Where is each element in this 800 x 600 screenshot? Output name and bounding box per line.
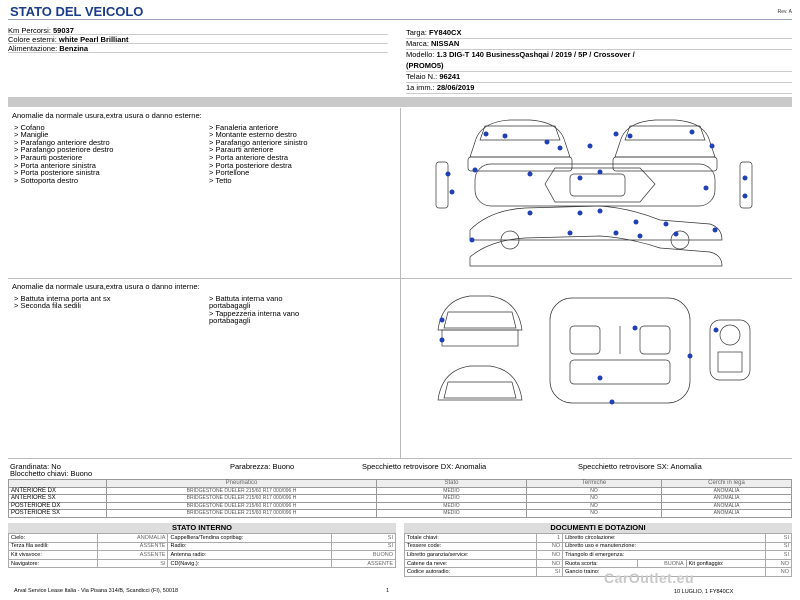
tyre-state: MEDIO — [377, 487, 527, 495]
field-label: Tessere code: — [405, 542, 537, 551]
field-label: Catene da neve: — [405, 559, 537, 568]
table-row — [405, 551, 792, 560]
list-item: > Tappezzeria interna vano — [209, 308, 300, 318]
list-item: > Portellone — [209, 168, 250, 178]
revision-label: Rev. A — [777, 9, 792, 15]
tyre-position: POSTERIORE SX — [9, 510, 107, 518]
car-rear-view — [613, 120, 717, 171]
list-item: > Porta posteriore sinistra — [14, 168, 100, 178]
field-label: Kit vivavoce: — [9, 551, 98, 560]
damage-marker — [568, 231, 573, 236]
damage-marker — [674, 232, 679, 237]
damage-marker — [710, 144, 715, 149]
list-item: > Battuta interna vano — [209, 293, 283, 303]
internal-list-1 — [14, 295, 111, 310]
damage-marker — [633, 326, 638, 331]
section-bar — [8, 97, 792, 107]
vehicle-info-left — [8, 26, 388, 53]
info-fuel: Alimentazione: Benzina — [8, 44, 388, 53]
damage-marker — [628, 134, 633, 139]
damage-marker — [714, 328, 719, 333]
info-brand: Marca: NISSAN — [406, 39, 792, 50]
table-row — [405, 568, 792, 577]
damage-marker — [743, 176, 748, 181]
field-value: NO — [536, 559, 562, 568]
field-value: NO — [536, 551, 562, 560]
table-row — [405, 534, 792, 543]
tyre-thermal: NO — [527, 495, 662, 503]
interior-rear-view — [438, 366, 522, 400]
damage-marker — [578, 176, 583, 181]
field-label: Ruota scorta: — [563, 559, 638, 568]
summary-windscreen: Parabrezza: Buono — [230, 462, 295, 471]
list-item: > Parafango anteriore destro — [14, 137, 110, 147]
damage-marker — [638, 234, 643, 239]
field-label: Radio: — [168, 542, 331, 551]
damage-marker — [473, 168, 478, 173]
damage-marker — [470, 238, 475, 243]
interior-status-heading: STATO INTERNO — [8, 523, 396, 533]
damage-marker — [634, 220, 639, 225]
summary-grandinata: Grandinata: No — [10, 462, 61, 471]
field-label: Triangolo di emergenza: — [563, 551, 766, 560]
field-value: ASSENTE — [331, 559, 395, 568]
field-label: Libretto uso e manutenzione: — [563, 542, 766, 551]
list-item: > Maniglie — [14, 130, 49, 140]
tyre-rims: ANOMALIA — [662, 495, 792, 503]
damage-marker — [743, 194, 748, 199]
exterior-car-diagram — [430, 112, 760, 272]
tyre-thermal: NO — [527, 510, 662, 518]
field-label: CD(Navig.): — [168, 559, 331, 568]
field-value: ANOMALIA — [98, 534, 168, 543]
tyre-thermal: NO — [527, 487, 662, 495]
field-label: Codice autoradio: — [405, 568, 537, 577]
table-row — [9, 542, 396, 551]
field-label: Kit gonfiaggio: — [686, 559, 765, 568]
footer-page-number: 1 — [386, 588, 390, 594]
info-km: Km Percorsi: 59037 — [8, 26, 388, 35]
interior-damage-markers — [440, 318, 719, 405]
table-row — [9, 551, 396, 560]
list-item: > Parafango posteriore destro — [14, 145, 114, 155]
damage-marker — [440, 318, 445, 323]
documents-box — [404, 523, 792, 577]
damage-marker — [440, 338, 445, 343]
tyre-state: MEDIO — [377, 502, 527, 510]
car-side-view-left — [470, 236, 722, 266]
column-header: Stato — [377, 480, 527, 488]
info-color: Colore esterni: white Pearl Brilliant — [8, 35, 388, 44]
column-header: Cerchi in lega — [662, 480, 792, 488]
field-label: Cielo: — [9, 534, 98, 543]
list-item: > Cofano — [14, 122, 45, 132]
column-header — [9, 480, 107, 488]
list-item: > Paraurti posteriore — [14, 152, 83, 162]
field-value: NO — [765, 559, 791, 568]
list-item: > Tetto — [209, 175, 232, 185]
damage-marker — [598, 209, 603, 214]
column-header: Pneumatico — [107, 480, 377, 488]
watermark-logo: CarOutlet.eu — [604, 570, 695, 586]
field-label: Libretto circolazione: — [563, 534, 766, 543]
internal-list-2 — [209, 295, 299, 325]
field-label: Cappelliera/Tendina copribag: — [168, 534, 331, 543]
damage-marker — [690, 130, 695, 135]
interior-status-box — [8, 523, 396, 568]
field-value: ASSENTE — [98, 551, 168, 560]
documents-table — [404, 533, 792, 577]
damage-marker — [713, 228, 718, 233]
tyre-position: ANTERIORE SX — [9, 495, 107, 503]
field-value: SI — [765, 551, 791, 560]
table-header-row — [9, 480, 792, 488]
damage-marker — [588, 144, 593, 149]
damage-marker — [484, 132, 489, 137]
info-model: Modello: 1.3 DIG-T 140 BusinessQashqai / 2019 / 5P / Crossover / — [406, 50, 635, 59]
tyre-position: ANTERIORE DX — [9, 487, 107, 495]
title-rule — [8, 19, 792, 20]
damage-marker — [450, 190, 455, 195]
info-model-cont: (PROMO5) — [406, 61, 792, 72]
external-list-1 — [14, 124, 113, 185]
damage-marker — [664, 222, 669, 227]
field-value: BUONO — [331, 551, 395, 560]
internal-damage-panel — [12, 283, 392, 335]
damage-markers — [446, 130, 748, 243]
list-item: > Montante esterno destro — [209, 130, 297, 140]
external-heading: Anomalie da normale usura,extra usura o danno esterne: — [12, 111, 202, 120]
table-row — [405, 559, 792, 568]
tyre-table — [8, 479, 792, 518]
damage-marker — [528, 211, 533, 216]
field-value: ASSENTE — [98, 542, 168, 551]
interior-car-diagram — [430, 290, 770, 408]
damage-marker — [545, 140, 550, 145]
list-item: > Fanaleria anteriore — [209, 122, 279, 132]
summary-mirror-right: Specchietto retrovisore DX: Anomalia — [362, 462, 487, 471]
panel-divider-bottom — [8, 458, 792, 459]
field-value: SI — [536, 568, 562, 577]
table-row — [405, 542, 792, 551]
field-value: SI — [765, 542, 791, 551]
damage-marker — [614, 132, 619, 137]
table-row — [9, 495, 792, 503]
tyre-model: BRIDGESTONE DUELER 215/60 R17 000/096 H — [107, 502, 377, 510]
field-value: 1 — [536, 534, 562, 543]
panel-divider-horizontal — [8, 278, 792, 279]
tyre-model: BRIDGESTONE DUELER 215/60 R17 000/096 H — [107, 495, 377, 503]
info-registration: 1a imm.: 28/06/2019 — [406, 83, 792, 94]
damage-marker — [446, 172, 451, 177]
damage-marker — [503, 134, 508, 139]
list-item: > Parafango anteriore sinistro — [209, 137, 308, 147]
table-row — [9, 487, 792, 495]
table-row — [9, 510, 792, 518]
tyre-rims: ANOMALIA — [662, 510, 792, 518]
table-row — [9, 559, 396, 568]
footer-reference: 10 LUGLIO, 1 FY840CX — [674, 589, 734, 595]
internal-heading: Anomalie da normale usura,extra usura o danno interne: — [12, 282, 200, 291]
page-title: STATO DEL VEICOLO — [10, 4, 144, 19]
damage-marker — [528, 172, 533, 177]
tyre-model: BRIDGESTONE DUELER 215/60 R17 000/096 H — [107, 487, 377, 495]
car-front-view — [468, 120, 572, 171]
tyre-model: BRIDGESTONE DUELER 215/60 R17 000/096 H — [107, 510, 377, 518]
list-item: > Porta posteriore destra — [209, 160, 292, 170]
tyre-state: MEDIO — [377, 510, 527, 518]
field-label: Gancio traino: — [563, 568, 766, 577]
list-item: > Paraurti anteriore — [209, 145, 274, 155]
list-item: > Sottoporta destro — [14, 175, 78, 185]
tyre-position: POSTERIORE DX — [9, 502, 107, 510]
info-plate: Targa: FY840CX — [406, 28, 792, 39]
field-label: Antenna radio: — [168, 551, 331, 560]
interior-top-view — [550, 298, 690, 403]
field-value: SI — [765, 534, 791, 543]
documents-heading: DOCUMENTI E DOTAZIONI — [404, 523, 792, 533]
footer-address: Arval Service Lease Italia - Via Pisana 314/B, Scandicci (FI), 50018 — [14, 588, 179, 594]
interior-status-table — [8, 533, 396, 568]
damage-marker — [578, 211, 583, 216]
car-side-view-right — [470, 206, 722, 249]
field-label: Navigatore: — [9, 559, 98, 568]
damage-marker — [558, 146, 563, 151]
tyre-rims: ANOMALIA — [662, 487, 792, 495]
tyre-rims: ANOMALIA — [662, 502, 792, 510]
vehicle-info-right — [406, 28, 792, 94]
column-header: Termiche — [527, 480, 662, 488]
list-item: > Porta anteriore destra — [209, 152, 289, 162]
external-list-2 — [209, 124, 308, 185]
field-value: SI — [98, 559, 168, 568]
list-item: > Porta anteriore sinistra — [14, 160, 96, 170]
tyre-state: MEDIO — [377, 495, 527, 503]
panel-divider-vertical — [400, 108, 401, 458]
summary-key-lock: Blocchetto chiavi: Buono — [10, 469, 93, 478]
list-item: portabagagli — [209, 316, 251, 326]
info-chassis: Telaio N.: 96241 — [406, 72, 792, 83]
damage-marker — [598, 170, 603, 175]
interior-front-view — [438, 296, 522, 346]
field-value: SI — [331, 534, 395, 543]
field-value: SI — [331, 542, 395, 551]
damage-marker — [598, 376, 603, 381]
field-label: Libretto garanzia/service: — [405, 551, 537, 560]
table-row — [9, 534, 396, 543]
field-label: Totale chiavi: — [405, 534, 537, 543]
damage-marker — [704, 186, 709, 191]
list-item: > Seconda fila sedili — [14, 301, 81, 311]
damage-marker — [610, 400, 615, 405]
list-item: > Battuta interna porta ant sx — [14, 293, 111, 303]
tyre-thermal: NO — [527, 502, 662, 510]
external-damage-panel — [12, 112, 392, 184]
field-value: NO — [536, 542, 562, 551]
field-value: NO — [765, 568, 791, 577]
table-row — [9, 502, 792, 510]
summary-mirror-left: Specchietto retrovisore SX: Anomalia — [578, 462, 702, 471]
field-label: Terza fila sedili: — [9, 542, 98, 551]
list-item: portabagagli — [209, 301, 251, 311]
damage-marker — [688, 354, 693, 359]
damage-marker — [614, 231, 619, 236]
field-value: BUONA — [637, 559, 686, 568]
car-top-view — [436, 162, 752, 208]
